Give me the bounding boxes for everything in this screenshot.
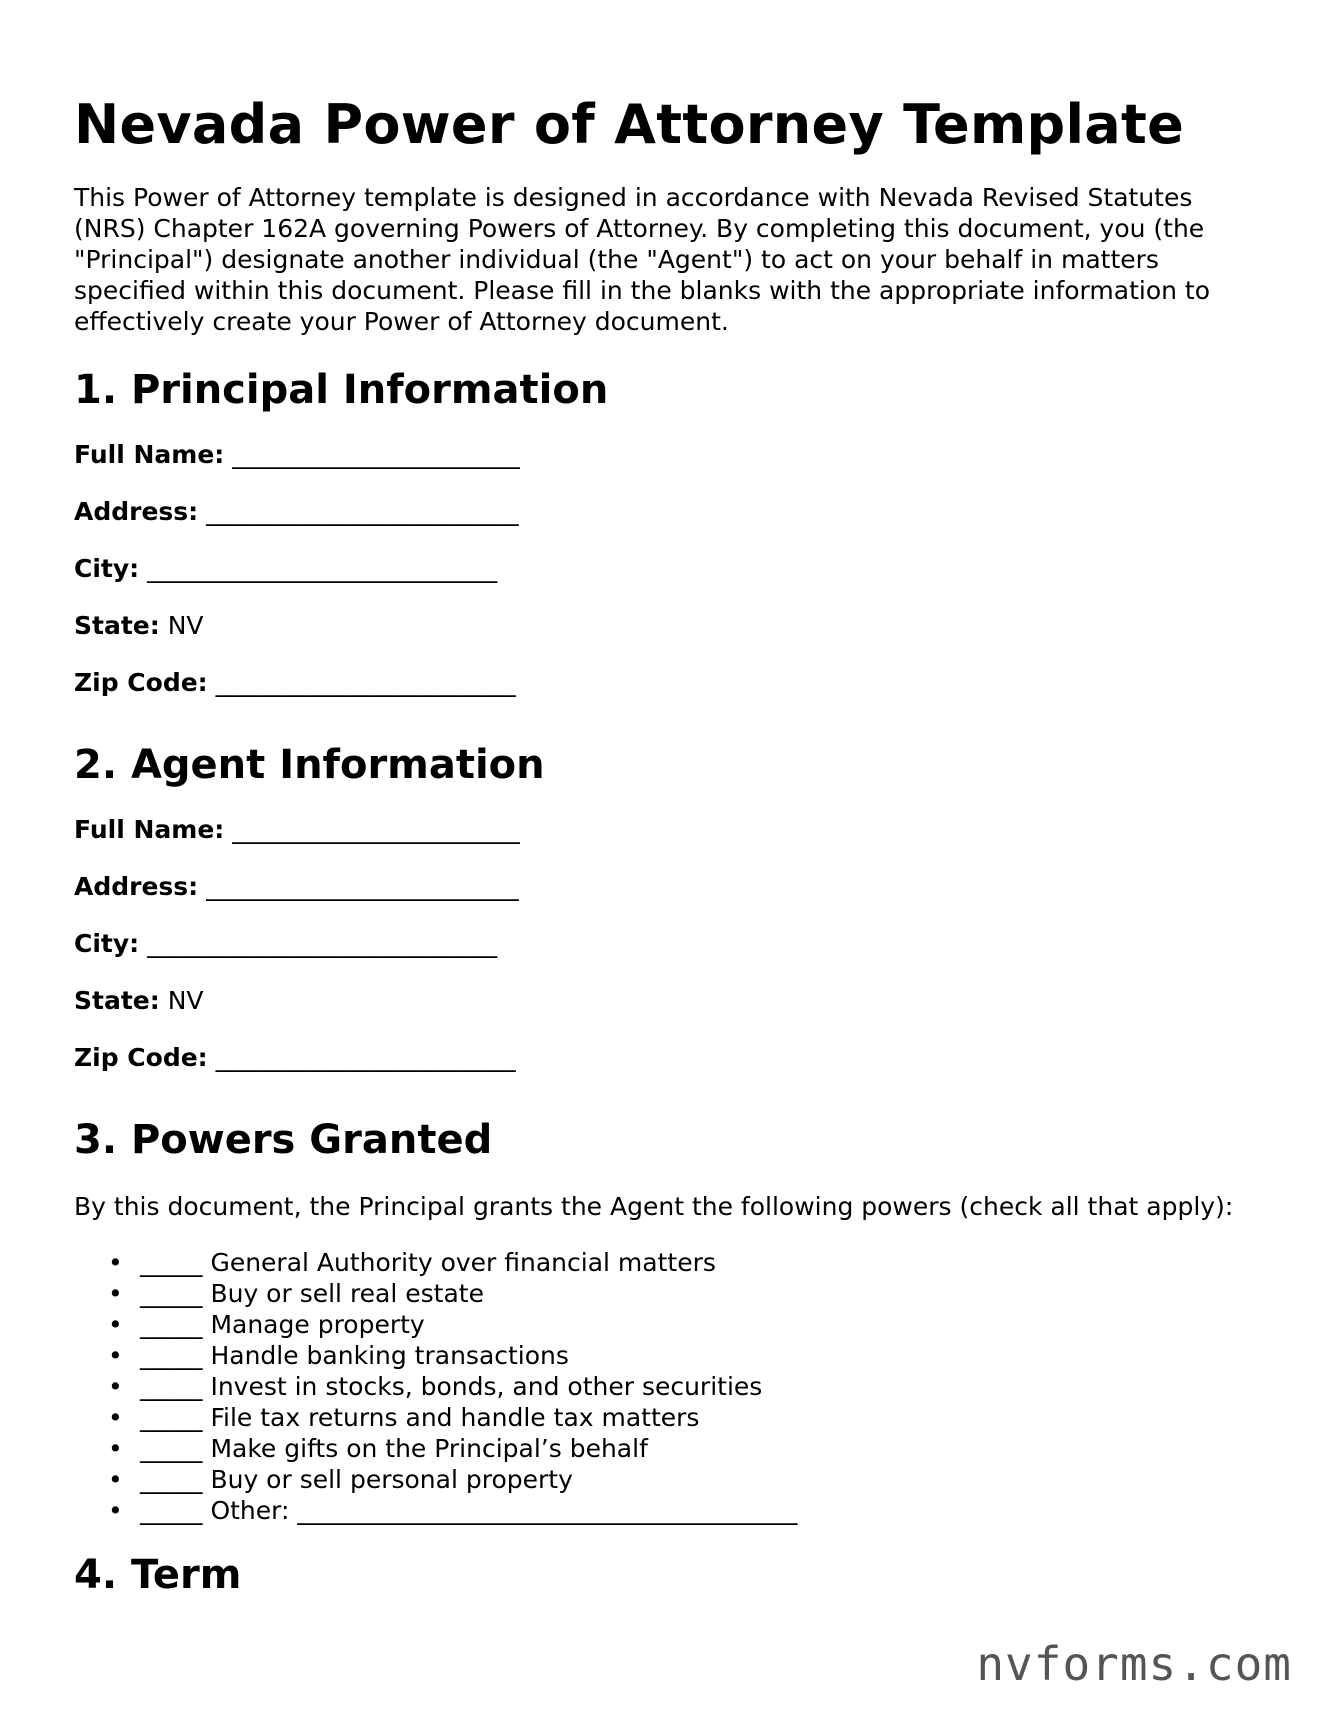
power-text: _____ Make gifts on the Principal’s behalf [140,1434,648,1463]
principal-address-field[interactable] [74,488,1264,545]
agent-state-field [74,977,1264,1034]
field-label: City: [74,929,140,958]
power-text: _____ General Authority over financial matters [140,1248,716,1277]
bullet-icon: • [108,1248,123,1277]
field-label: City: [74,554,140,583]
field-blank: _________________________ [206,497,519,526]
field-label: Full Name: [74,815,225,844]
list-item[interactable] [108,1371,1264,1402]
list-item[interactable] [108,1495,1264,1526]
agent-full-name-field[interactable] [74,806,1264,863]
power-text: _____ Handle banking transactions [140,1341,569,1370]
field-blank: _________________________ [206,872,519,901]
power-text: _____ File tax returns and handle tax matters [140,1403,700,1432]
watermark-text: nvforms.com [976,1637,1292,1691]
bullet-icon: • [108,1403,123,1432]
field-blank: ________________________ [215,1043,516,1072]
section-heading-term: 4. Term [74,1552,242,1598]
bullet-icon: • [108,1496,123,1525]
agent-fields [74,806,1264,1091]
power-text: _____ Buy or sell real estate [140,1279,484,1308]
bullet-icon: • [108,1465,123,1494]
field-value: NV [167,986,204,1015]
list-item[interactable] [108,1464,1264,1495]
principal-state-field [74,602,1264,659]
field-label: State: [74,611,160,640]
field-blank: _______________________ [232,815,520,844]
section-heading-powers: 3. Powers Granted [74,1117,493,1163]
list-item[interactable] [108,1433,1264,1464]
list-item[interactable] [108,1402,1264,1433]
bullet-icon: • [108,1341,123,1370]
bullet-icon: • [108,1434,123,1463]
section-heading-agent: 2. Agent Information [74,742,545,788]
list-item[interactable] [108,1309,1264,1340]
power-text: _____ Invest in stocks, bonds, and other securities [140,1372,763,1401]
field-blank: ____________________________ [147,554,498,583]
agent-zip-field[interactable] [74,1034,1264,1091]
principal-full-name-field[interactable] [74,431,1264,488]
field-label: Zip Code: [74,668,208,697]
section-heading-principal: 1. Principal Information [74,367,609,413]
intro-paragraph: This Power of Attorney template is designed in accordance with Nevada Revised Statutes (NRS) Chapter 162A governing Powers of Attorney. By completing this document, you (the "Principal") designate another individual (the "Agent") to act on your behalf in matters specified within this document. Please fill in the blanks with the appropriate information to effectively create your Power of Attorney document. [74,183,1210,336]
powers-list [108,1247,1264,1526]
list-item[interactable] [108,1247,1264,1278]
powers-intro: By this document, the Principal grants the Agent the following powers (check all that apply): [74,1192,1234,1221]
field-blank: ____________________________ [147,929,498,958]
power-text: _____ Other: ________________________________________ [140,1496,798,1525]
principal-zip-field[interactable] [74,659,1264,716]
field-label: Address: [74,497,199,526]
list-item[interactable] [108,1340,1264,1371]
page-title: Nevada Power of Attorney Template [74,93,1185,156]
bullet-icon: • [108,1279,123,1308]
field-blank: _______________________ [232,440,520,469]
principal-city-field[interactable] [74,545,1264,602]
field-value: NV [167,611,204,640]
power-text: _____ Buy or sell personal property [140,1465,573,1494]
principal-fields [74,431,1264,716]
field-blank: ________________________ [215,668,516,697]
field-label: Address: [74,872,199,901]
field-label: Full Name: [74,440,225,469]
agent-city-field[interactable] [74,920,1264,977]
field-label: Zip Code: [74,1043,208,1072]
document-page [74,90,1264,1600]
list-item[interactable] [108,1278,1264,1309]
field-label: State: [74,986,160,1015]
bullet-icon: • [108,1310,123,1339]
power-text: _____ Manage property [140,1310,425,1339]
bullet-icon: • [108,1372,123,1401]
agent-address-field[interactable] [74,863,1264,920]
